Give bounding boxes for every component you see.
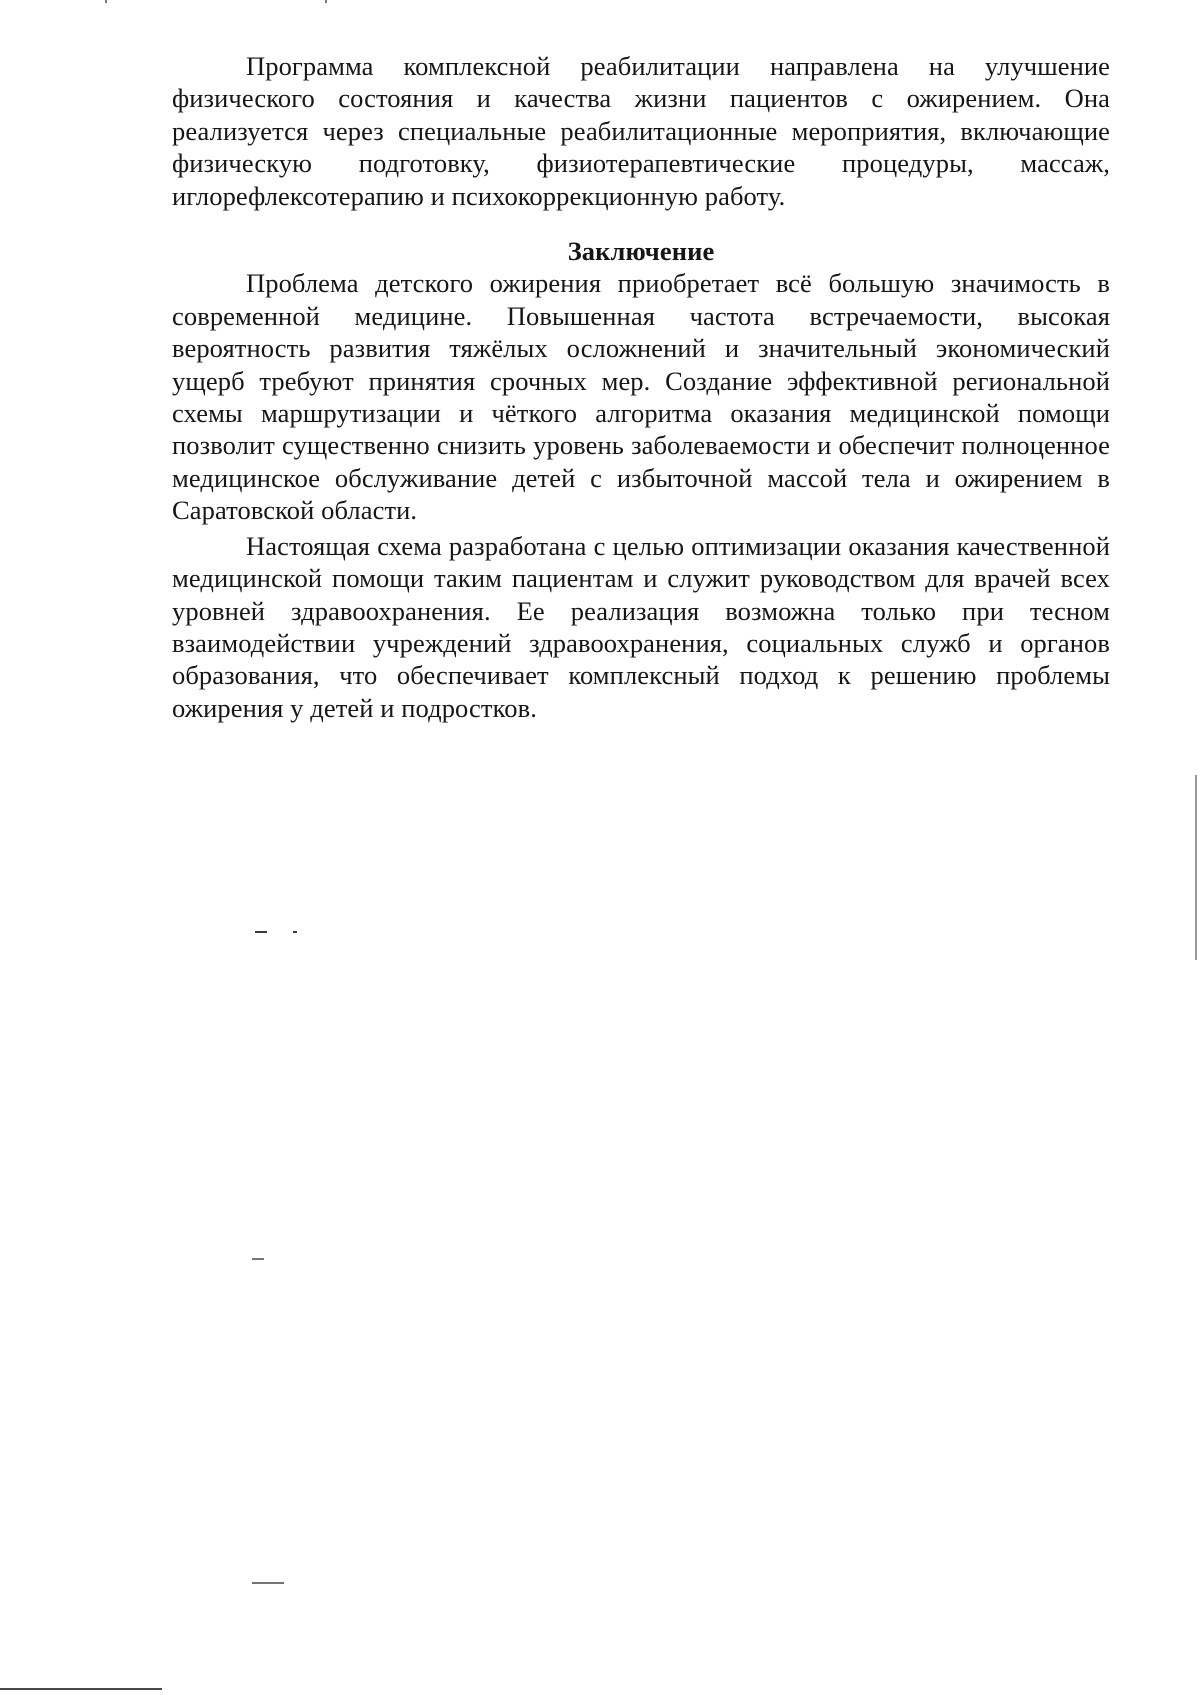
scan-edge-line — [1195, 775, 1197, 960]
scan-mark — [105, 0, 107, 3]
scan-bottom-line — [0, 1688, 162, 1690]
scan-mark — [255, 931, 267, 933]
scan-mark — [252, 1582, 284, 1584]
scan-mark — [293, 931, 297, 933]
conclusion-heading: Заключение — [567, 236, 715, 267]
scheme-purpose-paragraph: Настоящая схема разработана с целью оптимизации оказания качественной медицинской помощи таким пациентам и служит руководством для врачей всех уровней здравоохранения. Ее реализация возможна только при тесном взаимодействии учреждений здравоохранения, социальных служб и органов образования, что обеспечивает комплексный подход к решению проблемы ожирения у детей и подростков. — [172, 530, 1110, 723]
scan-mark — [252, 1258, 264, 1260]
document-body — [172, 50, 1110, 724]
rehabilitation-program-paragraph: Программа комплексной реабилитации направлена на улучшение физического состояния и качества жизни пациентов с ожирением. Она реализуется через специальные реабилитационные мероприятия, включающие физическую подготовку, физиотерапевтические процедуры, массаж, иглорефлексотерапию и психокоррекционную работу. — [172, 51, 1110, 211]
conclusion-paragraph: Проблема детского ожирения приобретает всё большую значимость в современной медицине. Повышенная частота встречаемости, высокая вероятность развития тяжёлых осложнений и значительный экономический ущерб требуют принятия срочных мер. Создание эффективной региональной схемы маршрутизации и чёткого алгоритма оказания медицинской помощи позволит существенно снизить уровень заболеваемости и обеспечит полноценное медицинское обслуживание детей с избыточной массой тела и ожирением в Саратовской области. — [172, 268, 1110, 526]
scan-mark — [325, 0, 327, 3]
